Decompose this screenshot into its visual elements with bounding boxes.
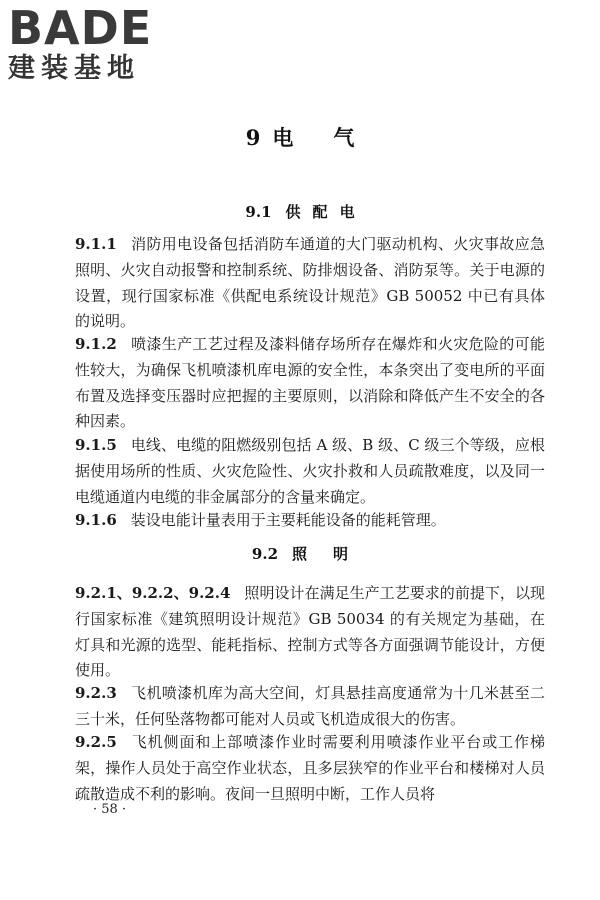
section-number: 9.2	[251, 545, 279, 563]
clause-text: 照明设计在满足生产工艺要求的前提下，以现行国家标准《建筑照明设计规范》GB 50034 的有关规定为基础，在灯具和光源的选型、能耗指标、控制方式等各方面强调节能设计，方便使用。	[75, 584, 545, 680]
clause-number: 9.1.1	[75, 235, 117, 253]
section-title-char: 电	[339, 203, 355, 221]
clause-number: 9.1.2	[75, 335, 117, 353]
clause-9-2-5	[75, 730, 545, 807]
logo-text: 建装基地	[8, 53, 140, 84]
clause-9-1-6	[75, 508, 545, 534]
chapter-title	[0, 122, 600, 152]
clause-9-2-3	[75, 681, 545, 733]
clause-text: 电线、电缆的阻燃级别包括 A 级、B 级、C 级三个等级，应根据使用场所的性质、火灾危险性、火灾扑救和人员疏散难度，以及同一电缆通道内电缆的非金属部分的含量来确定。	[75, 436, 545, 506]
clause-number: 9.2.1、9.2.2、9.2.4	[75, 584, 231, 602]
chapter-title-char-1: 电	[272, 125, 294, 150]
chapter-number: 9	[245, 125, 261, 150]
section-title-char: 明	[333, 545, 349, 563]
section-number: 9.1	[245, 203, 272, 221]
clause-9-1-1	[75, 232, 545, 335]
logo	[8, 2, 178, 84]
section-title-char: 照	[292, 545, 308, 563]
clause-9-1-5	[75, 433, 545, 510]
clause-number: 9.2.5	[75, 733, 117, 751]
logo-mark: BADE	[8, 1, 153, 55]
clause-9-1-2	[75, 332, 545, 435]
clause-text: 装设电能计量表用于主要耗能设备的能耗管理。	[130, 511, 446, 529]
page-number: · 58 ·	[93, 802, 127, 817]
clause-9-2-1-9-2-2-9-2-4	[75, 581, 545, 684]
clause-number: 9.2.3	[75, 684, 117, 702]
section-title-char: 供	[285, 203, 301, 221]
clause-number: 9.1.5	[75, 436, 117, 454]
chapter-title-char-2: 气	[333, 125, 355, 150]
clause-text: 消防用电设备包括消防车通道的大门驱动机构、火灾事故应急照明、火灾自动报警和控制系统、防排烟设备、消防泵等。关于电源的设置，现行国家标准《供配电系统设计规范》GB 50052 中已有具体的说明。	[75, 235, 545, 331]
clause-text: 飞机侧面和上部喷漆作业时需要利用喷漆作业平台或工作梯架，操作人员处于高空作业状态，且多层狭窄的作业平台和楼梯对人员疏散造成不利的影响。夜间一旦照明中断，工作人员将	[75, 733, 545, 803]
section-title-9-1	[0, 201, 600, 222]
clause-number: 9.1.6	[75, 511, 117, 529]
clause-text: 喷漆生产工艺过程及漆料储存场所存在爆炸和火灾危险的可能性较大，为确保飞机喷漆机库电源的安全性，本条突出了变电所的平面布置及选择变压器时应把握的主要原则，以消除和降低产生不安全的各种因素。	[75, 335, 545, 431]
section-title-9-2	[0, 543, 600, 564]
section-title-char: 配	[312, 203, 328, 221]
clause-text: 飞机喷漆机库为高大空间，灯具悬挂高度通常为十几米甚至二三十米，任何坠落物都可能对人员或飞机造成很大的伤害。	[75, 684, 545, 728]
